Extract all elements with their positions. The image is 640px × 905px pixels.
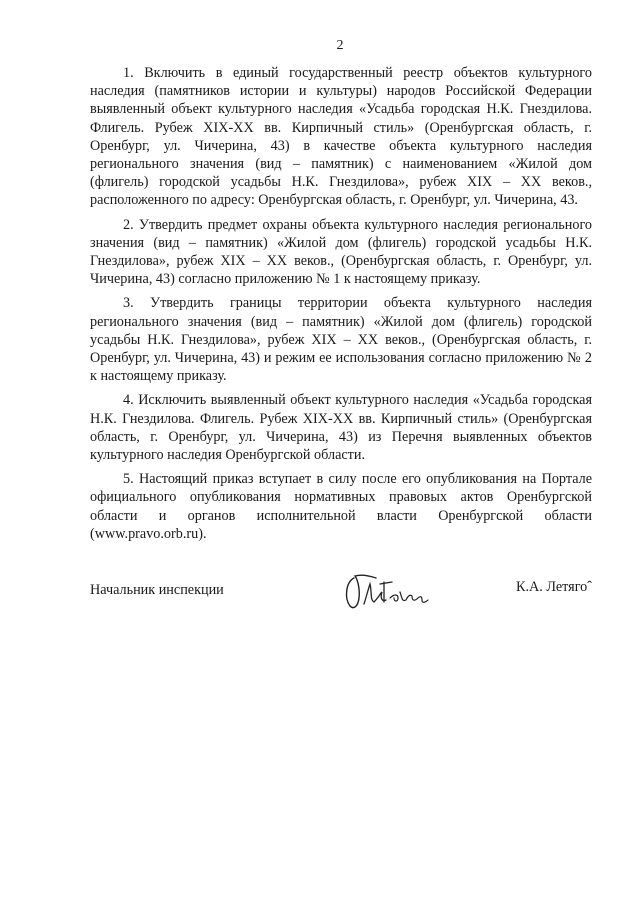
page-number: 2	[336, 38, 344, 53]
paragraph-3: 3. Утвердить границы территории объекта культурного наследия регионального значения (вид – памятник) «Жилой дом (флигель) городской усадьбы Н.К. Гнездилова», рубеж XIX – XX веков., (Оренбургская область, г. Оренбург, ул. Чичерина, 43) и режим ее использования согласно приложению № 2 к настоящему приказу.	[90, 295, 592, 385]
document-body	[90, 64, 592, 549]
paragraph-5: 5. Настоящий приказ вступает в силу после его опубликования на Портале официального опубликования нормативных правовых актов Оренбургской области и органов исполнительной власти Оренбургской области (www.pravo.orb.ru).	[90, 471, 592, 542]
signature-block	[90, 568, 592, 618]
paragraph-2: 2. Утвердить предмет охраны объекта культурного наследия регионального значения (вид – памятник) «Жилой дом (флигель) городской усадьбы Н.К. Гнездилова», рубеж XIX – XX веков., (Оренбургская область, г. Оренбург, ул. Чичерина, 43) согласно приложению № 1 к настоящему приказу.	[90, 216, 592, 288]
paragraph-1: 1. Включить в единый государственный реестр объектов культурного наследия (памятников истории и культуры) народов Российской Федерации выявленный объект культурного наследия «Усадьба городская Н.К. Гнездилова. Флигель. Рубеж XIX-XX вв. Кирпичный стиль» (Оренбургская область, г. Оренбург, ул. Чичерина, 43) в качестве объекта культурного наследия регионального значения (вид – памятник) с наименованием «Жилой дом (флигель) городской усадьбы Н.К. Гнездилова», рубеж XIX – XX веков., расположенного по адресу: Оренбургская область, г. Оренбург, ул. Чичерина, 43.	[90, 65, 592, 209]
handwritten-signature	[340, 568, 440, 614]
signature-icon	[340, 568, 440, 614]
paragraph-4: 4. Исключить выявленный объект культурного наследия «Усадьба городская Н.К. Гнездилова. Флигель. Рубеж XIX-XX вв. Кирпичный стиль» (Оренбургская область, г. Оренбург, ул. Чичерина, 43) из Перечня выявленных объектов культурного наследия Оренбургской области.	[90, 392, 592, 464]
signatory-title: Начальник инспекции	[90, 582, 224, 598]
signatory-name: К.А. Летягоˆ	[516, 579, 592, 595]
